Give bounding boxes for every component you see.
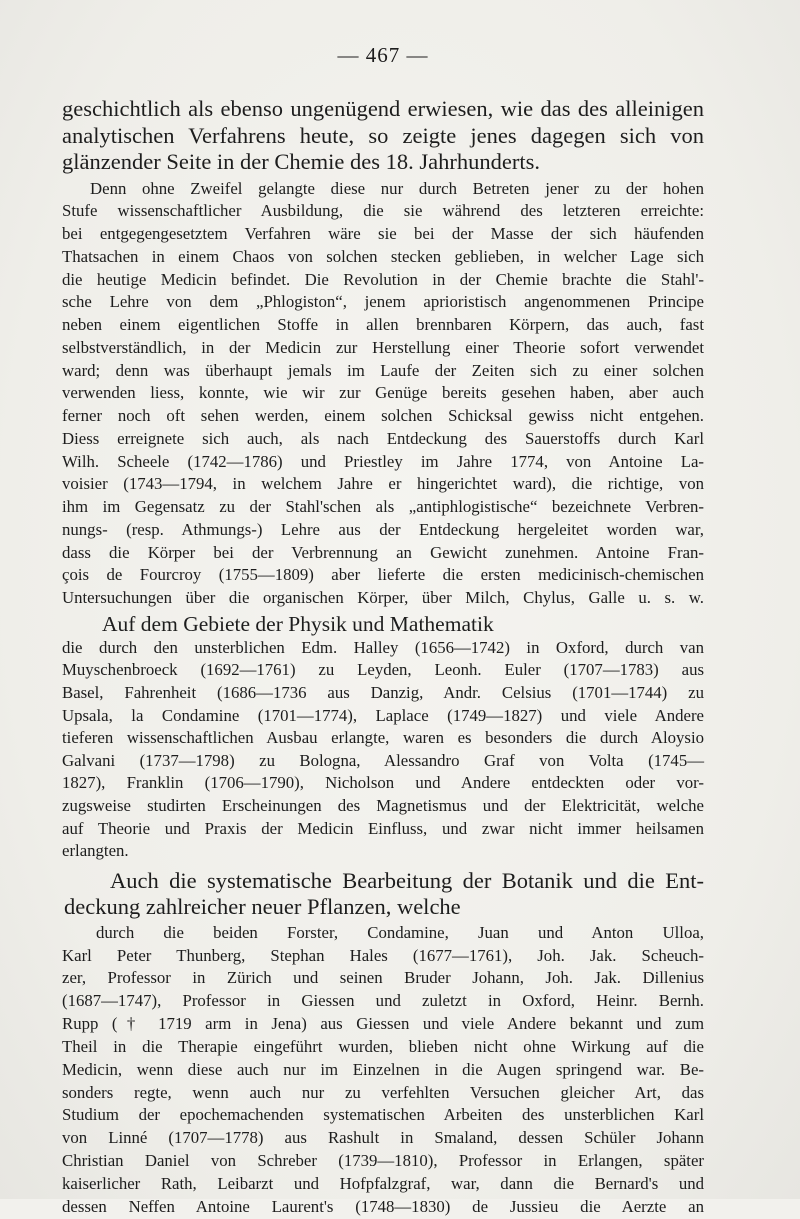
text-line: neben einem eigentlichen Stoffe in allen brennbaren Körpern, das auch, fast [62,315,704,334]
text-line: voisier (1743—1794, in welchem Jahre er hingerichtet ward), die richtige, von [62,474,704,494]
text-line: (1687—1747), Professor in Giessen und zuletzt in Oxford, Heinr. Bernh. [62,991,704,1011]
physik-paragraph [62,637,704,863]
text-line: deckung zahlreicher neuer Pflanzen, welche [64,894,461,920]
text-line: durch die beiden Forster, Condamine, Juan und Anton Ulloa, [96,922,704,942]
text-line: die heutige Medicin befindet. Die Revolution in der Chemie brachte die Stahl'- [62,269,704,289]
text-line: analytischen Verfahrens heute, so zeigte jenes dagegen sich von [62,122,704,148]
text-line: Untersuchungen über die organischen Körper, über Milch, Chylus, Galle u. s. w. [62,588,704,607]
text-line: Muyschenbroeck (1692—1761) zu Leyden, Leonh. Euler (1707—1783) aus [62,660,704,680]
text-line: dass die Körper bei der Verbrennung an Gewicht zunehmen. Antoine Fran- [62,542,704,562]
text-line: erlangten. [62,841,129,861]
text-line: Wilh. Scheele (1742—1786) und Priestley im Jahre 1774, von Antoine La- [62,451,704,471]
text-line: dessen Neffen Antoine Laurent's (1748—1830) de Jussieu die Aerzte an [62,1196,704,1216]
text-line: Rupp († 1719 arm in Jena) aus Giessen und viele Andere bekannt und zum [62,1014,704,1034]
text-line: glänzender Seite in der Chemie des 18. Jahrhunderts. [62,149,540,174]
text-line: Galvani (1737—1798) zu Bologna, Alessandro Graf von Volta (1745— [62,750,704,770]
text-line: auf Theorie und Praxis der Medicin Einfluss, und zwar nicht immer heilsamen [62,818,704,838]
text-line: sonders regte, wenn auch nur zu verfehlten Versuchen gleicher Art, das [62,1082,704,1102]
text-line: kaiserlicher Rath, Leibarzt und Hofpfalzgraf, war, dann die Bernard's und [62,1173,704,1193]
text-line: geschichtlich als ebenso ungenügend erwiesen, wie das des alleinigen [62,96,704,121]
text-line: Studium der epochemachenden systematischen Arbeiten des unsterblichen Karl [62,1105,704,1125]
text-line: Auch die systematische Bearbeitung der Botanik und die Ent- [110,867,704,893]
text-line: zer, Professor in Zürich und seinen Bruder Johann, Joh. Jak. Dillenius [62,968,704,988]
text-line: die durch den unsterblichen Edm. Halley (1656—1742) in Oxford, durch van [62,637,704,657]
text-line: Denn ohne Zweifel gelangte diese nur durch Betreten jener zu der hohen [90,178,704,198]
text-line: Diess erreignete sich auch, als nach Entdeckung des Sauerstoffs durch Karl [62,428,704,448]
text-line: Thatsachen in einem Chaos von solchen stecken geblieben, in welcher Lage sich [62,246,704,266]
physik-heading: Auf dem Gebiete der Physik und Mathematik [102,611,494,636]
page-number: — 467 — [337,43,429,67]
botanik-heading [62,868,704,921]
text-line: sche Lehre von dem „Phlogiston“, jenem aprioristisch angenommenen Principe [62,292,704,312]
text-line: verwenden liess, konnte, wie wir zur Genüge bereits gesehen haben, aber auch [62,383,704,403]
text-line: Karl Peter Thunberg, Stephan Hales (1677—1761), Joh. Jak. Scheuch- [62,945,704,965]
text-line: Basel, Fahrenheit (1686—1736 aus Danzig, Andr. Celsius (1701—1744) zu [62,682,704,702]
text-line: bei entgegengesetztem Verfahren wäre sie bei der Masse der sich häufenden [62,224,704,243]
text-line: tieferen wissenschaftlichen Ausbau erlangte, waren es besonders die durch Aloysio [62,728,704,748]
text-line: Upsala, la Condamine (1701—1774), Laplace (1749—1827) und viele Andere [62,705,704,725]
text-line: Stufe wissenschaftlicher Ausbildung, die sie während des letzteren erreichte: [62,201,704,221]
text-line: Medicin, wenn diese auch nur im Einzelnen in die Augen springend war. Be- [62,1059,704,1079]
text-line: von Linné (1707—1778) aus Rashult in Smaland, dessen Schüler Johann [62,1128,704,1148]
botanik-paragraph [62,922,704,1219]
text-line: ihm im Gegensatz zu der Stahl'schen als „antiphlogistische“ bezeichnete Verbren- [62,497,704,516]
text-line: ferner noch oft sehen werden, einem solchen Schicksal gewiss nicht entgehen. [62,406,704,425]
text-line: Christian Daniel von Schreber (1739—1810), Professor in Erlangen, später [62,1151,704,1171]
text-line: çois de Fourcroy (1755—1809) aber lieferte die ersten medicinisch-chemischen [62,565,704,585]
text-line: selbstverständlich, in der Medicin zur Herstellung einer Theorie sofort verwendet [62,337,704,357]
chemie-paragraph [62,178,704,610]
intro-paragraph [62,96,704,176]
text-line: nungs- (resp. Athmungs-) Lehre aus der Entdeckung hergeleitet worden war, [62,519,704,539]
text-line: ward; denn was überhaupt jemals im Laufe der Zeiten sich zu einer solchen [62,360,704,380]
text-line: 1827), Franklin (1706—1790), Nicholson und Andere entdeckten oder vor- [62,773,704,793]
text-line: zugsweise studirten Erscheinungen des Magnetismus und der Elektricität, welche [62,795,704,815]
text-line: Theil in die Therapie eingeführt wurden, blieben nicht ohne Wirkung auf die [62,1036,704,1056]
